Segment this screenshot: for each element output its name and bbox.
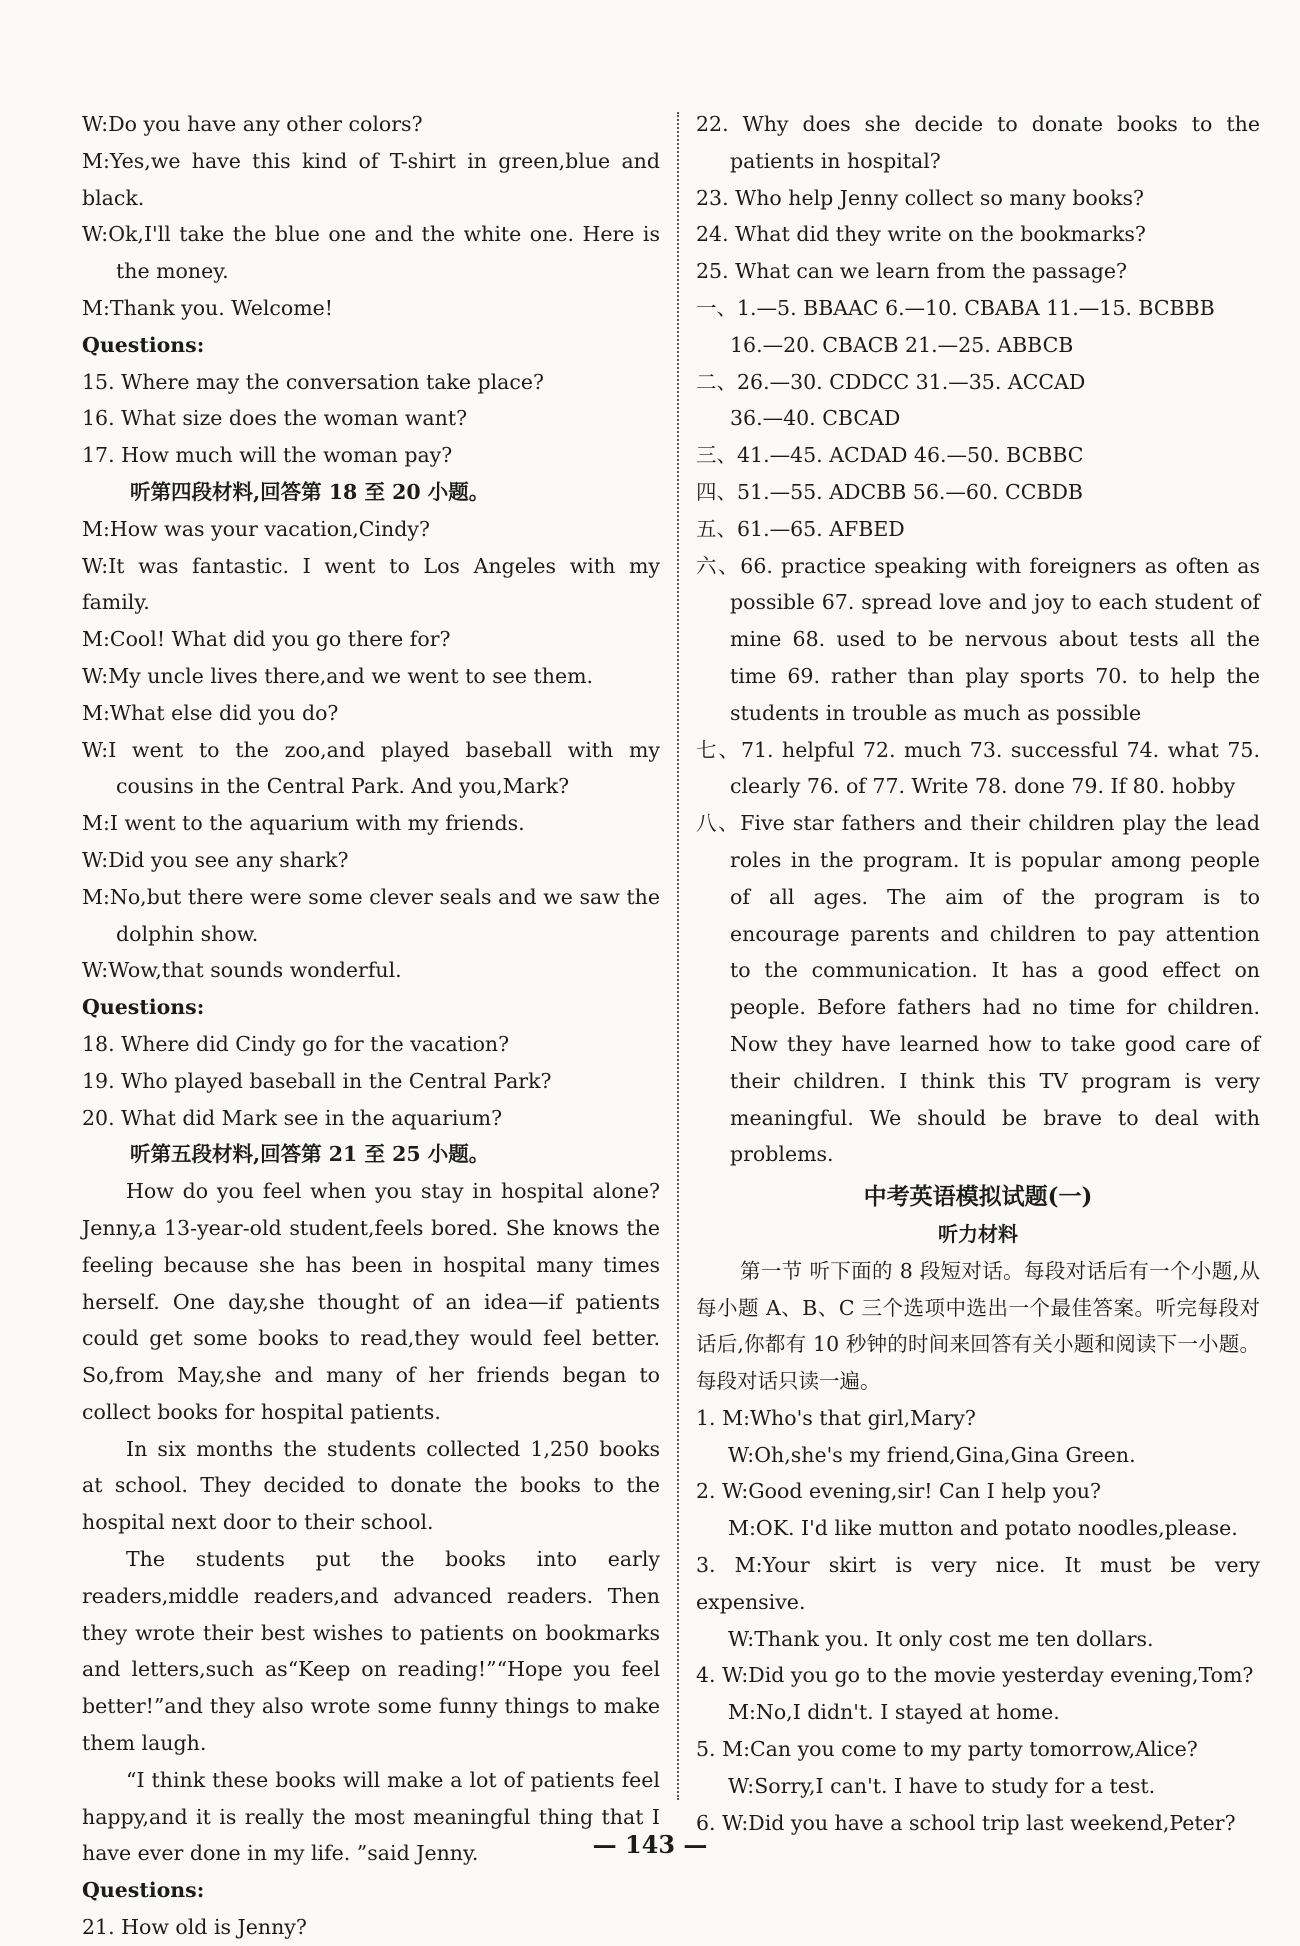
questions-heading: Questions: <box>82 332 205 357</box>
question-item: 17. How much will the woman pay? <box>82 443 453 468</box>
answer-key-line: 一、1.—5. BBAAC 6.—10. CBABA 11.—15. BCBBB <box>696 295 1215 320</box>
dialog-line: W:Did you see any shark? <box>82 847 349 872</box>
dialog-line: W:My uncle lives there,and we went to see them. <box>82 663 594 688</box>
dialog-line: W:Wow,that sounds wonderful. <box>82 958 402 983</box>
question-item: 24. What did they write on the bookmarks? <box>696 222 1146 247</box>
dialog-line: M:No,I didn't. I stayed at home. <box>728 1700 1060 1725</box>
question-item: 18. Where did Cindy go for the vacation? <box>82 1031 510 1056</box>
dialog-line: M:What else did you do? <box>82 700 339 725</box>
answer-key-block: 六、66. practice speaking with foreigners as often as possible 67. spread love and joy to each student of mine 68. used to be nervous about tests all the time 69. rather than play sports 70. to help the students in trouble as much as possible <box>696 553 1260 725</box>
questions-heading: Questions: <box>82 1878 205 1903</box>
dialog-line: M:I went to the aquarium with my friends. <box>82 811 525 836</box>
question-item: 19. Who played baseball in the Central Park? <box>82 1068 552 1093</box>
dialog-line: 5. M:Can you come to my party tomorrow,Alice? <box>696 1737 1198 1762</box>
question-item: 20. What did Mark see in the aquarium? <box>82 1105 503 1130</box>
dialog-line: 4. W:Did you go to the movie yesterday evening,Tom? <box>696 1663 1254 1688</box>
question-item: 23. Who help Jenny collect so many books? <box>696 185 1145 210</box>
dialog-line: M:How was your vacation,Cindy? <box>82 516 430 541</box>
section-title: 中考英语模拟试题(一) <box>863 1183 1093 1211</box>
dialog-line: W:I went to the zoo,and played baseball with my cousins in the Central Park. And you,Mark? <box>82 737 660 799</box>
passage-paragraph: The students put the books into early readers,middle readers,and advanced readers. Then they wrote their best wishes to patients on bookmarks and letters,such as“Keep on reading!”“Hope you feel better!”and they also wrote some funny things to make them laugh. <box>82 1547 660 1756</box>
dialog-line: 6. W:Did you have a school trip last weekend,Peter? <box>696 1810 1236 1835</box>
listening-intro: 第一节 听下面的 8 段短对话。每段对话后有一个小题,从每小题 A、B、C 三个选项中选出一个最佳答案。听完每段对话后,你都有 10 秒钟的时间来回答有关小题和阅读下一小题。每段对话只读一遍。 <box>696 1258 1260 1394</box>
answer-key-line: 三、41.—45. ACDAD 46.—50. BCBBC <box>696 443 1084 468</box>
answer-key-line: 16.—20. CBACB 21.—25. ABBCB <box>730 332 1074 357</box>
right-column <box>696 106 1260 1841</box>
listening-instruction: 听第四段材料,回答第 18 至 20 小题。 <box>130 479 490 504</box>
passage-paragraph: How do you feel when you stay in hospital alone? Jenny,a 13-year-old student,feels bored. She knows the feeling because she has been in hospital many times herself. One day,she thought of an idea—if patients could get some books to read,they would feel better. So,from May,she and many of her friends began to collect books for hospital patients. <box>82 1179 660 1424</box>
question-item: 15. Where may the conversation take place? <box>82 369 544 394</box>
dialog-line: 3. M:Your skirt is very nice. It must be very expensive. <box>696 1553 1260 1614</box>
answer-key-block: 八、Five star fathers and their children play the lead roles in the program. It is popular among people of all ages. The aim of the program is to encourage parents and children to pay attention to the communication. It has a good effect on people. Before fathers had no time for children. Now they have learned how to take good care of their children. I think this TV program is very meaningful. We should be brave to deal with problems. <box>696 811 1260 1167</box>
dialog-line: W:Sorry,I can't. I have to study for a test. <box>728 1773 1156 1798</box>
question-item: 16. What size does the woman want? <box>82 406 468 431</box>
passage-paragraph: “I think these books will make a lot of patients feel happy,and it is really the most meaningful thing that I have ever done in my life. ”said Jenny. <box>82 1767 660 1866</box>
dialog-line: M:No,but there were some clever seals and we saw the dolphin show. <box>82 884 660 946</box>
section-subtitle: 听力材料 <box>938 1221 1018 1246</box>
dialog-line: M:Thank you. Welcome! <box>82 295 334 320</box>
dialog-line: M:Yes,we have this kind of T-shirt in green,blue and black. <box>82 148 660 210</box>
dialog-line: W:Ok,I'll take the blue one and the white one. Here is the money. <box>82 222 660 284</box>
question-item: 22. Why does she decide to donate books to the patients in hospital? <box>696 112 1260 173</box>
questions-heading: Questions: <box>82 995 205 1020</box>
answer-key-line: 四、51.—55. ADCBB 56.—60. CCBDB <box>696 479 1083 504</box>
dialog-line: 2. W:Good evening,sir! Can I help you? <box>696 1479 1101 1504</box>
listening-instruction: 听第五段材料,回答第 21 至 25 小题。 <box>130 1142 490 1167</box>
answer-key-block: 七、71. helpful 72. much 73. successful 74. what 75. clearly 76. of 77. Write 78. done 79. If 80. hobby <box>696 737 1260 799</box>
column-divider <box>677 112 679 1800</box>
dialog-line: M:Cool! What did you go there for? <box>82 627 451 652</box>
left-column <box>82 106 660 1946</box>
dialog-line: W:It was fantastic. I went to Los Angeles with my family. <box>82 553 660 615</box>
dialog-line: W:Do you have any other colors? <box>82 112 423 136</box>
answer-key-line: 五、61.—65. AFBED <box>696 516 905 541</box>
dialog-line: W:Oh,she's my friend,Gina,Gina Green. <box>728 1442 1136 1467</box>
question-item: 21. How old is Jenny? <box>82 1915 307 1940</box>
passage-paragraph: In six months the students collected 1,250 books at school. They decided to donate the books to the hospital next door to their school. <box>82 1436 660 1535</box>
dialog-line: W:Thank you. It only cost me ten dollars. <box>728 1626 1154 1651</box>
dialog-line: M:OK. I'd like mutton and potato noodles,please. <box>728 1516 1238 1541</box>
answer-key-line: 二、26.—30. CDDCC 31.—35. ACCAD <box>696 369 1086 394</box>
question-item: 25. What can we learn from the passage? <box>696 259 1128 284</box>
page-number: — 143 — <box>592 1830 708 1859</box>
answer-key-line: 36.—40. CBCAD <box>730 406 901 431</box>
dialog-line: 1. M:Who's that girl,Mary? <box>696 1405 976 1430</box>
